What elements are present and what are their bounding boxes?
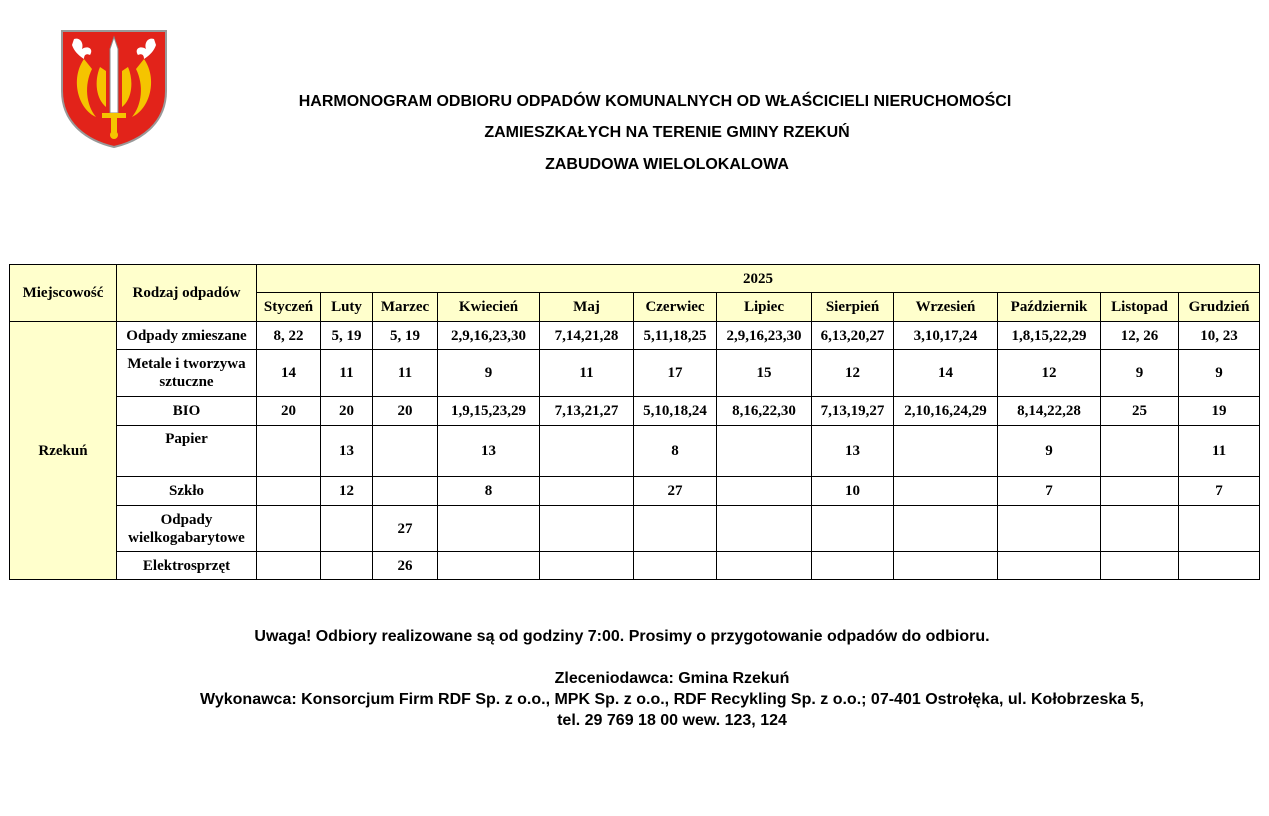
month-header: Kwiecień [438, 293, 540, 322]
date-cell: 10, 23 [1179, 322, 1260, 350]
date-cell: 5, 19 [321, 322, 373, 350]
date-cell: 8,14,22,28 [998, 397, 1101, 426]
date-cell [540, 477, 634, 506]
date-cell [1101, 426, 1179, 477]
date-cell: 7 [1179, 477, 1260, 506]
date-cell: 14 [894, 350, 998, 397]
date-cell [717, 552, 812, 580]
table-row [10, 322, 1260, 350]
date-cell: 27 [634, 477, 717, 506]
date-cell [894, 477, 998, 506]
date-cell: 7 [998, 477, 1101, 506]
date-cell: 7,13,19,27 [812, 397, 894, 426]
date-cell [438, 552, 540, 580]
date-cell: 3,10,17,24 [894, 322, 998, 350]
date-cell: 1,8,15,22,29 [998, 322, 1101, 350]
date-cell: 12 [812, 350, 894, 397]
month-header: Grudzień [1179, 293, 1260, 322]
month-header: Styczeń [257, 293, 321, 322]
contractor-text: Wykonawca: Konsorcjum Firm RDF Sp. z o.o., MPK Sp. z o.o., RDF Recykling Sp. z o.o.; 07-401 Ostrołęka, ul. Kołobrzeska 5, [200, 691, 1144, 708]
date-cell [894, 506, 998, 552]
date-cell: 17 [634, 350, 717, 397]
date-cell [257, 552, 321, 580]
date-cell: 2,9,16,23,30 [438, 322, 540, 350]
month-header: Maj [540, 293, 634, 322]
date-cell [321, 506, 373, 552]
date-cell [257, 506, 321, 552]
date-cell: 26 [373, 552, 438, 580]
date-cell [717, 506, 812, 552]
date-cell: 19 [1179, 397, 1260, 426]
date-cell: 6,13,20,27 [812, 322, 894, 350]
date-cell [373, 426, 438, 477]
date-cell: 9 [1179, 350, 1260, 397]
date-cell: 8 [634, 426, 717, 477]
date-cell [257, 426, 321, 477]
waste-type-cell: Szkło [117, 477, 257, 506]
table-row [10, 477, 1260, 506]
table-row [10, 350, 1260, 397]
date-cell: 1,9,15,23,29 [438, 397, 540, 426]
date-cell [717, 426, 812, 477]
date-cell [717, 477, 812, 506]
date-cell: 20 [321, 397, 373, 426]
schedule-body [10, 322, 1260, 580]
month-header: Luty [321, 293, 373, 322]
table-row [10, 552, 1260, 580]
date-cell: 8,16,22,30 [717, 397, 812, 426]
date-cell [321, 552, 373, 580]
date-cell: 20 [373, 397, 438, 426]
date-cell: 8 [438, 477, 540, 506]
date-cell [257, 477, 321, 506]
client-text: Zleceniodawca: Gmina Rzekuń [554, 670, 790, 687]
date-cell: 2,9,16,23,30 [717, 322, 812, 350]
date-cell: 11 [321, 350, 373, 397]
date-cell [634, 552, 717, 580]
date-cell: 15 [717, 350, 812, 397]
date-cell: 5,11,18,25 [634, 322, 717, 350]
month-header: Lipiec [717, 293, 812, 322]
waste-type-cell: Odpady zmieszane [117, 322, 257, 350]
date-cell: 13 [321, 426, 373, 477]
date-cell: 11 [1179, 426, 1260, 477]
date-cell: 9 [998, 426, 1101, 477]
date-cell: 12, 26 [1101, 322, 1179, 350]
date-cell [1179, 552, 1260, 580]
date-cell: 7,13,21,27 [540, 397, 634, 426]
date-cell: 13 [812, 426, 894, 477]
document-title-line-2: ZAMIESZKAŁYCH NA TERENIE GMINY RZEKUŃ [484, 124, 850, 141]
date-cell: 13 [438, 426, 540, 477]
document-title-line-1: HARMONOGRAM ODBIORU ODPADÓW KOMUNALNYCH OD WŁAŚCICIELI NIERUCHOMOŚCI [298, 93, 1012, 110]
header-waste-type: Rodzaj odpadów [117, 265, 257, 322]
date-cell [998, 552, 1101, 580]
date-cell: 5,10,18,24 [634, 397, 717, 426]
table-row [10, 397, 1260, 426]
coat-of-arms-logo [60, 29, 168, 149]
date-cell [894, 426, 998, 477]
date-cell [812, 552, 894, 580]
month-header: Wrzesień [894, 293, 998, 322]
date-cell: 27 [373, 506, 438, 552]
date-cell [998, 506, 1101, 552]
date-cell [634, 506, 717, 552]
date-cell [894, 552, 998, 580]
waste-type-cell: BIO [117, 397, 257, 426]
table-row [10, 506, 1260, 552]
month-header: Sierpień [812, 293, 894, 322]
table-row [10, 426, 1260, 477]
date-cell [1101, 506, 1179, 552]
month-header: Listopad [1101, 293, 1179, 322]
date-cell: 20 [257, 397, 321, 426]
month-header: Marzec [373, 293, 438, 322]
notice-text: Uwaga! Odbiory realizowane są od godziny 7:00. Prosimy o przygotowanie odpadów do odbioru. [254, 628, 990, 645]
locality-cell: Rzekuń [10, 322, 117, 580]
date-cell [373, 477, 438, 506]
waste-type-cell: Metale i tworzywa sztuczne [117, 350, 257, 397]
waste-type-cell: Elektrosprzęt [117, 552, 257, 580]
date-cell: 11 [540, 350, 634, 397]
phone-text: tel. 29 769 18 00 wew. 123, 124 [557, 712, 787, 729]
date-cell: 10 [812, 477, 894, 506]
month-header: Czerwiec [634, 293, 717, 322]
date-cell: 11 [373, 350, 438, 397]
header-year: 2025 [257, 265, 1260, 293]
date-cell: 8, 22 [257, 322, 321, 350]
date-cell: 12 [321, 477, 373, 506]
date-cell [1101, 477, 1179, 506]
document-title-line-3: ZABUDOWA WIELOLOKALOWA [545, 156, 789, 173]
waste-type-cell: Odpady wielkogabarytowe [117, 506, 257, 552]
date-cell [1101, 552, 1179, 580]
date-cell [540, 426, 634, 477]
date-cell: 2,10,16,24,29 [894, 397, 998, 426]
collection-schedule-table [9, 264, 1260, 580]
date-cell: 5, 19 [373, 322, 438, 350]
date-cell: 25 [1101, 397, 1179, 426]
date-cell: 7,14,21,28 [540, 322, 634, 350]
date-cell: 9 [438, 350, 540, 397]
date-cell [540, 552, 634, 580]
date-cell [812, 506, 894, 552]
waste-type-cell: Papier [117, 426, 257, 477]
month-header: Październik [998, 293, 1101, 322]
date-cell [438, 506, 540, 552]
date-cell [540, 506, 634, 552]
date-cell [1179, 506, 1260, 552]
header-locality: Miejscowość [10, 265, 117, 322]
date-cell: 12 [998, 350, 1101, 397]
date-cell: 14 [257, 350, 321, 397]
date-cell: 9 [1101, 350, 1179, 397]
